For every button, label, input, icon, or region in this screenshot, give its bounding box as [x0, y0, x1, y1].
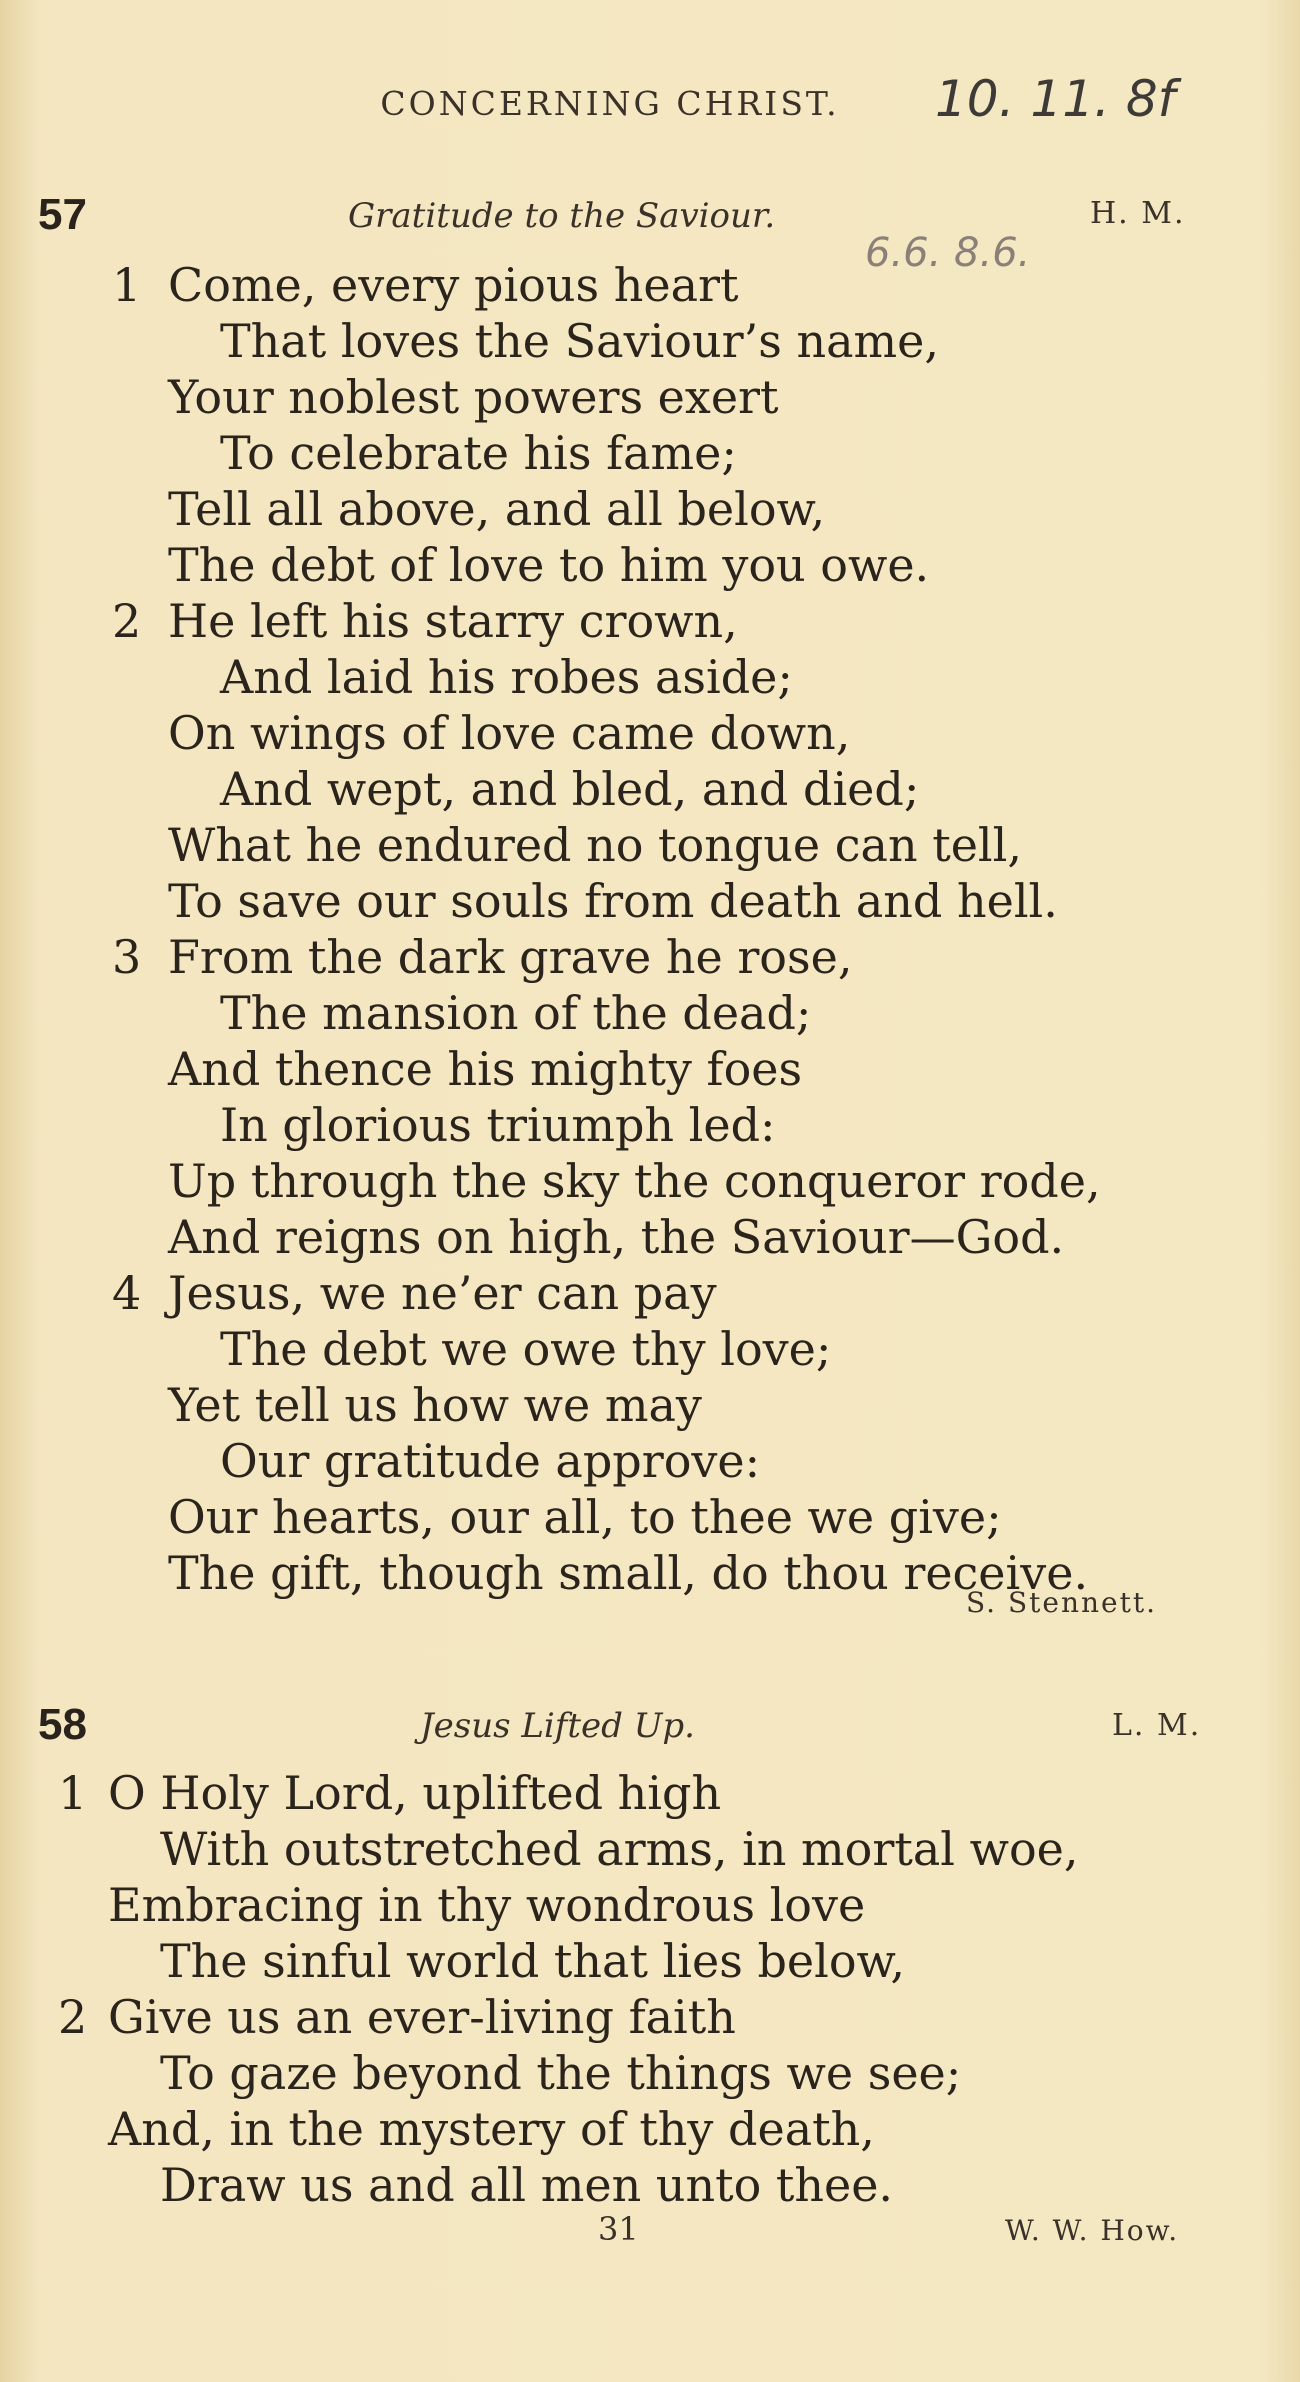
author-attribution: S. Stennett.	[966, 1586, 1158, 1619]
hymn-meter: H. M.	[1090, 196, 1186, 231]
hymn-number: 57	[38, 190, 87, 239]
hymn-line: Tell all above, and all below,	[168, 482, 826, 536]
author-attribution: W. W. How.	[1005, 2214, 1180, 2247]
hymn-line: The mansion of the dead;	[220, 986, 812, 1040]
handwritten-note: 10. 11. 8f	[935, 70, 1176, 128]
hymn-line: Jesus, we ne’er can pay	[168, 1266, 717, 1320]
verse-number: 3	[112, 930, 142, 984]
hymn-line: And laid his robes aside;	[220, 650, 793, 704]
hymn-line: The sinful world that lies below,	[160, 1934, 906, 1988]
hymn-line: And reigns on high, the Saviour—God.	[168, 1210, 1065, 1264]
verse-number: 2	[112, 594, 142, 648]
hymn-line: That loves the Saviour’s name,	[220, 314, 939, 368]
running-head: CONCERNING CHRIST.	[380, 84, 840, 123]
hymn-line: He left his starry crown,	[168, 594, 738, 648]
hymn-line: Yet tell us how we may	[168, 1378, 702, 1432]
hymn-title: Gratitude to the Saviour.	[348, 196, 776, 236]
hymn-line: To celebrate his fame;	[220, 426, 737, 480]
hymn-line: Your noblest powers exert	[168, 370, 779, 424]
hymn-line: What he endured no tongue can tell,	[168, 818, 1022, 872]
handwritten-meter-note: 6.6. 8.6.	[865, 230, 1031, 276]
hymn-number: 58	[38, 1700, 87, 1749]
verse-number: 1	[58, 1766, 88, 1820]
hymn-line: Our hearts, our all, to thee we give;	[168, 1490, 1002, 1544]
hymn-line: And wept, and bled, and died;	[220, 762, 920, 816]
hymn-meter: L. M.	[1112, 1708, 1202, 1743]
hymn-line: Draw us and all men unto thee.	[160, 2158, 894, 2212]
hymn-line: And thence his mighty foes	[168, 1042, 803, 1096]
hymn-title: Jesus Lifted Up.	[420, 1706, 695, 1746]
verse-number: 1	[112, 258, 142, 312]
hymn-line: The debt of love to him you owe.	[168, 538, 930, 592]
hymn-line: Up through the sky the conqueror rode,	[168, 1154, 1101, 1208]
hymn-line: To gaze beyond the things we see;	[160, 2046, 962, 2100]
hymn-line: Give us an ever-living faith	[108, 1990, 736, 2044]
hymn-line: The gift, though small, do thou receive.	[168, 1546, 1089, 1600]
verse-number: 4	[112, 1266, 142, 1320]
hymn-line: From the dark grave he rose,	[168, 930, 853, 984]
page-number: 31	[598, 2210, 639, 2248]
hymn-line: To save our souls from death and hell.	[168, 874, 1058, 928]
hymn-line: Embracing in thy wondrous love	[108, 1878, 866, 1932]
verse-number: 2	[58, 1990, 88, 2044]
hymn-line: Our gratitude approve:	[220, 1434, 761, 1488]
hymn-line: Come, every pious heart	[168, 258, 739, 312]
hymn-line: On wings of love came down,	[168, 706, 851, 760]
hymn-line: O Holy Lord, uplifted high	[108, 1766, 722, 1820]
hymn-line: In glorious triumph led:	[220, 1098, 776, 1152]
hymn-line: With outstretched arms, in mortal woe,	[160, 1822, 1079, 1876]
hymn-line: The debt we owe thy love;	[220, 1322, 832, 1376]
hymn-line: And, in the mystery of thy death,	[108, 2102, 875, 2156]
